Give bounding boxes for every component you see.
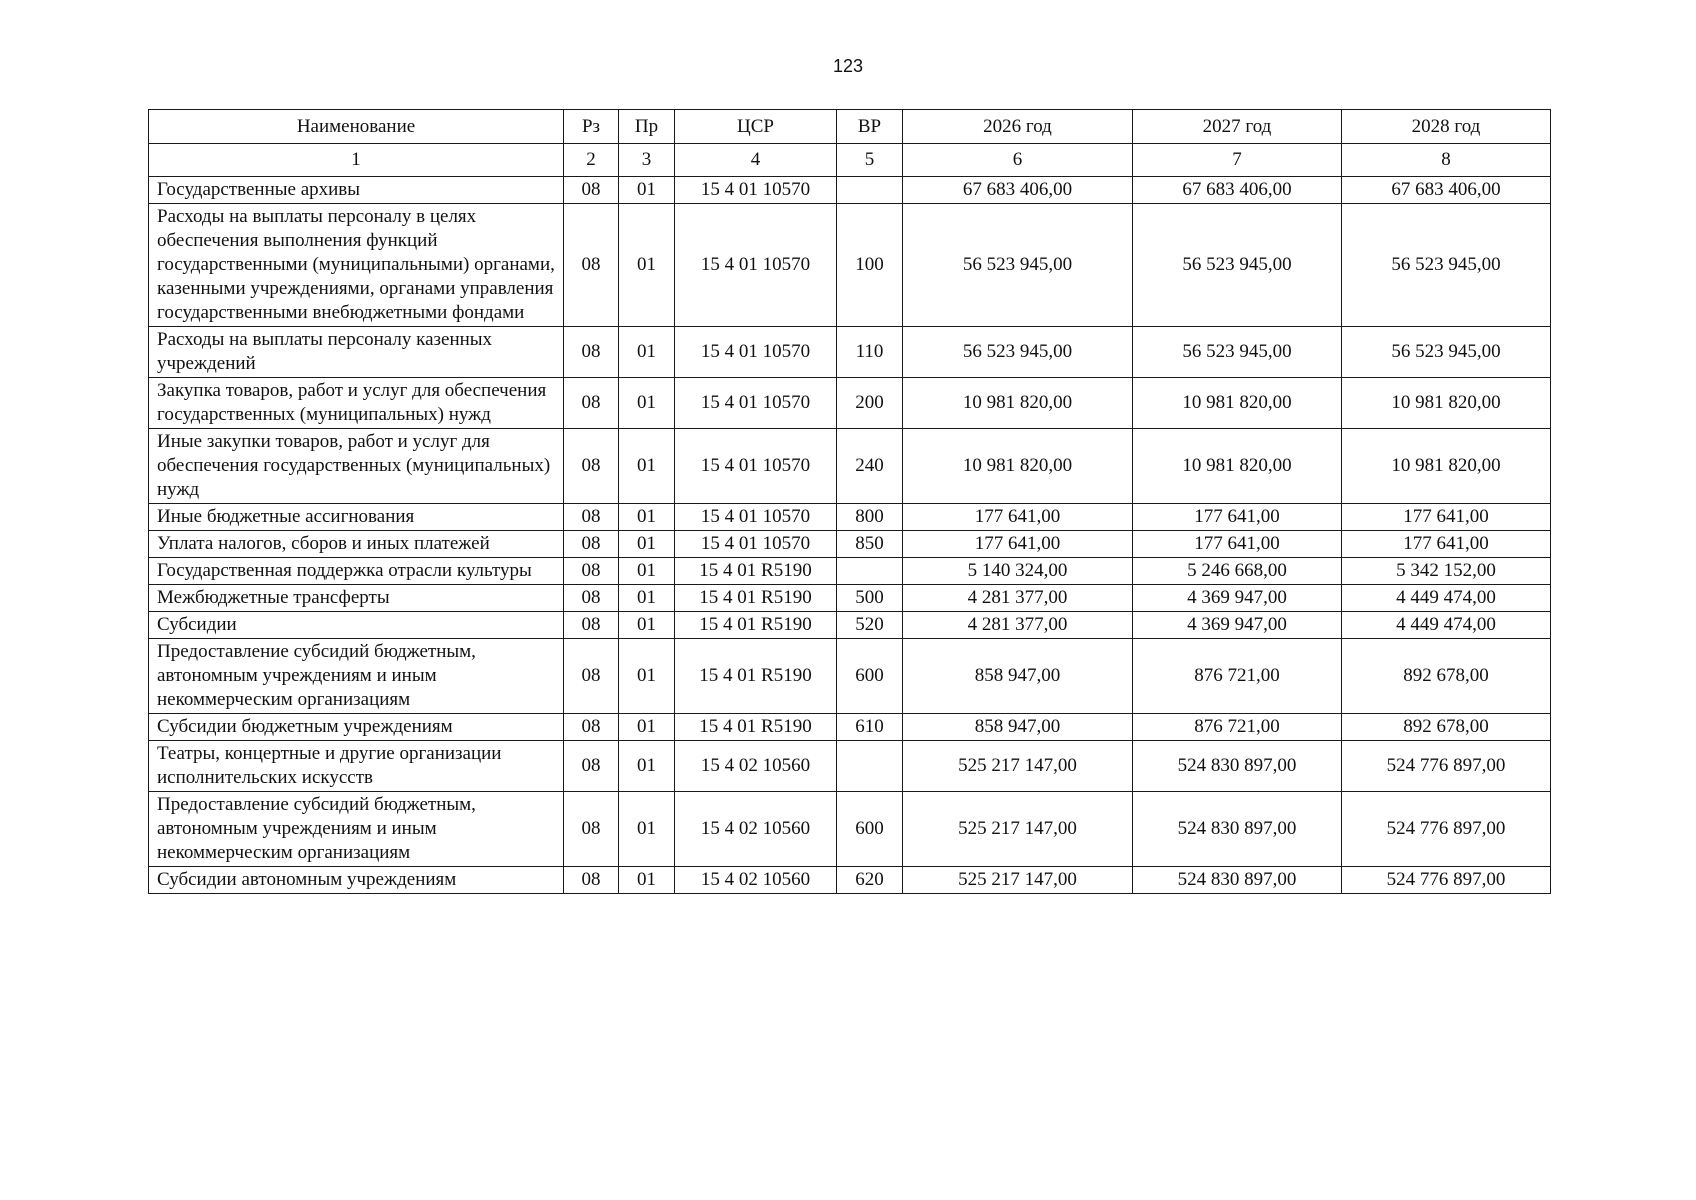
cell-2027: 876 721,00 bbox=[1133, 714, 1342, 741]
table-row bbox=[149, 378, 1551, 429]
cell-rz: 08 bbox=[564, 741, 619, 792]
cell-2026: 525 217 147,00 bbox=[903, 867, 1133, 894]
cell-rz: 08 bbox=[564, 585, 619, 612]
cell-name: Субсидии bbox=[149, 612, 564, 639]
cell-2026: 56 523 945,00 bbox=[903, 204, 1133, 327]
cell-vr: 600 bbox=[837, 792, 903, 867]
cell-2028: 524 776 897,00 bbox=[1342, 792, 1551, 867]
cell-csr: 15 4 01 R5190 bbox=[675, 639, 837, 714]
cell-2026: 4 281 377,00 bbox=[903, 612, 1133, 639]
column-number: 3 bbox=[619, 144, 675, 177]
cell-2028: 892 678,00 bbox=[1342, 639, 1551, 714]
header-rz: Рз bbox=[564, 110, 619, 144]
cell-csr: 15 4 01 R5190 bbox=[675, 585, 837, 612]
cell-2028: 177 641,00 bbox=[1342, 504, 1551, 531]
column-number: 2 bbox=[564, 144, 619, 177]
cell-2026: 858 947,00 bbox=[903, 639, 1133, 714]
table-row bbox=[149, 612, 1551, 639]
cell-vr: 110 bbox=[837, 327, 903, 378]
cell-2027: 67 683 406,00 bbox=[1133, 177, 1342, 204]
cell-rz: 08 bbox=[564, 612, 619, 639]
cell-rz: 08 bbox=[564, 531, 619, 558]
cell-2028: 892 678,00 bbox=[1342, 714, 1551, 741]
cell-2028: 524 776 897,00 bbox=[1342, 741, 1551, 792]
budget-table bbox=[148, 109, 1551, 894]
cell-rz: 08 bbox=[564, 867, 619, 894]
cell-rz: 08 bbox=[564, 639, 619, 714]
cell-rz: 08 bbox=[564, 504, 619, 531]
cell-2026: 56 523 945,00 bbox=[903, 327, 1133, 378]
cell-2026: 858 947,00 bbox=[903, 714, 1133, 741]
cell-csr: 15 4 01 R5190 bbox=[675, 714, 837, 741]
cell-name: Закупка товаров, работ и услуг для обеспечения государственных (муниципальных) нужд bbox=[149, 378, 564, 429]
cell-2027: 56 523 945,00 bbox=[1133, 327, 1342, 378]
cell-2027: 4 369 947,00 bbox=[1133, 585, 1342, 612]
cell-rz: 08 bbox=[564, 429, 619, 504]
cell-2027: 10 981 820,00 bbox=[1133, 429, 1342, 504]
cell-name: Расходы на выплаты персоналу в целях обеспечения выполнения функций государственными (муниципальными) органами, казенными учреждениями, органами управления государственными внебюджетными фондами bbox=[149, 204, 564, 327]
cell-rz: 08 bbox=[564, 327, 619, 378]
table-row bbox=[149, 504, 1551, 531]
cell-pr: 01 bbox=[619, 867, 675, 894]
cell-2028: 5 342 152,00 bbox=[1342, 558, 1551, 585]
cell-2027: 524 830 897,00 bbox=[1133, 741, 1342, 792]
cell-2027: 5 246 668,00 bbox=[1133, 558, 1342, 585]
page-number: 123 bbox=[832, 56, 864, 76]
table-row bbox=[149, 177, 1551, 204]
cell-csr: 15 4 01 R5190 bbox=[675, 558, 837, 585]
cell-csr: 15 4 02 10560 bbox=[675, 741, 837, 792]
cell-2028: 177 641,00 bbox=[1342, 531, 1551, 558]
column-number: 7 bbox=[1133, 144, 1342, 177]
table-row bbox=[149, 558, 1551, 585]
cell-2026: 525 217 147,00 bbox=[903, 792, 1133, 867]
cell-2027: 56 523 945,00 bbox=[1133, 204, 1342, 327]
cell-2026: 525 217 147,00 bbox=[903, 741, 1133, 792]
cell-csr: 15 4 01 10570 bbox=[675, 177, 837, 204]
table-row bbox=[149, 714, 1551, 741]
cell-2026: 67 683 406,00 bbox=[903, 177, 1133, 204]
cell-name: Театры, концертные и другие организации исполнительских искусств bbox=[149, 741, 564, 792]
table-row bbox=[149, 867, 1551, 894]
table-row bbox=[149, 639, 1551, 714]
table-row bbox=[149, 204, 1551, 327]
cell-rz: 08 bbox=[564, 204, 619, 327]
column-number: 8 bbox=[1342, 144, 1551, 177]
cell-2028: 56 523 945,00 bbox=[1342, 327, 1551, 378]
cell-pr: 01 bbox=[619, 558, 675, 585]
table-row bbox=[149, 327, 1551, 378]
table-row bbox=[149, 531, 1551, 558]
cell-2027: 524 830 897,00 bbox=[1133, 867, 1342, 894]
cell-rz: 08 bbox=[564, 792, 619, 867]
cell-name: Иные закупки товаров, работ и услуг для обеспечения государственных (муниципальных) нужд bbox=[149, 429, 564, 504]
column-number: 6 bbox=[903, 144, 1133, 177]
cell-vr: 520 bbox=[837, 612, 903, 639]
cell-vr bbox=[837, 558, 903, 585]
cell-2026: 177 641,00 bbox=[903, 504, 1133, 531]
cell-csr: 15 4 01 10570 bbox=[675, 378, 837, 429]
cell-rz: 08 bbox=[564, 378, 619, 429]
cell-csr: 15 4 01 10570 bbox=[675, 504, 837, 531]
cell-2028: 524 776 897,00 bbox=[1342, 867, 1551, 894]
cell-csr: 15 4 02 10560 bbox=[675, 792, 837, 867]
cell-pr: 01 bbox=[619, 612, 675, 639]
header-csr: ЦСР bbox=[675, 110, 837, 144]
column-number: 4 bbox=[675, 144, 837, 177]
cell-name: Предоставление субсидий бюджетным, автономным учреждениям и иным некоммерческим организациям bbox=[149, 639, 564, 714]
cell-2026: 10 981 820,00 bbox=[903, 429, 1133, 504]
cell-vr: 200 bbox=[837, 378, 903, 429]
cell-name: Уплата налогов, сборов и иных платежей bbox=[149, 531, 564, 558]
cell-name: Субсидии автономным учреждениям bbox=[149, 867, 564, 894]
cell-pr: 01 bbox=[619, 639, 675, 714]
header-year-2028: 2028 год bbox=[1342, 110, 1551, 144]
column-number-row bbox=[149, 144, 1551, 177]
cell-2026: 4 281 377,00 bbox=[903, 585, 1133, 612]
header-name: Наименование bbox=[149, 110, 564, 144]
cell-pr: 01 bbox=[619, 429, 675, 504]
header-row bbox=[149, 110, 1551, 144]
cell-name: Иные бюджетные ассигнования bbox=[149, 504, 564, 531]
header-pr: Пр bbox=[619, 110, 675, 144]
cell-vr: 800 bbox=[837, 504, 903, 531]
table-row bbox=[149, 792, 1551, 867]
cell-name: Предоставление субсидий бюджетным, автономным учреждениям и иным некоммерческим организациям bbox=[149, 792, 564, 867]
cell-2027: 524 830 897,00 bbox=[1133, 792, 1342, 867]
header-vr: ВР bbox=[837, 110, 903, 144]
cell-vr bbox=[837, 177, 903, 204]
cell-csr: 15 4 01 10570 bbox=[675, 204, 837, 327]
cell-csr: 15 4 01 10570 bbox=[675, 327, 837, 378]
cell-pr: 01 bbox=[619, 504, 675, 531]
cell-2028: 4 449 474,00 bbox=[1342, 585, 1551, 612]
cell-2028: 4 449 474,00 bbox=[1342, 612, 1551, 639]
cell-pr: 01 bbox=[619, 204, 675, 327]
cell-pr: 01 bbox=[619, 741, 675, 792]
cell-2026: 5 140 324,00 bbox=[903, 558, 1133, 585]
cell-2028: 10 981 820,00 bbox=[1342, 378, 1551, 429]
cell-2027: 4 369 947,00 bbox=[1133, 612, 1342, 639]
column-number: 5 bbox=[837, 144, 903, 177]
cell-2028: 10 981 820,00 bbox=[1342, 429, 1551, 504]
column-number: 1 bbox=[149, 144, 564, 177]
cell-vr: 240 bbox=[837, 429, 903, 504]
cell-2028: 67 683 406,00 bbox=[1342, 177, 1551, 204]
cell-vr: 620 bbox=[837, 867, 903, 894]
table-row bbox=[149, 741, 1551, 792]
table-row bbox=[149, 429, 1551, 504]
cell-pr: 01 bbox=[619, 792, 675, 867]
cell-name: Межбюджетные трансферты bbox=[149, 585, 564, 612]
header-year-2026: 2026 год bbox=[903, 110, 1133, 144]
cell-vr bbox=[837, 741, 903, 792]
cell-csr: 15 4 02 10560 bbox=[675, 867, 837, 894]
cell-2026: 177 641,00 bbox=[903, 531, 1133, 558]
cell-2028: 56 523 945,00 bbox=[1342, 204, 1551, 327]
cell-name: Государственные архивы bbox=[149, 177, 564, 204]
cell-pr: 01 bbox=[619, 327, 675, 378]
cell-name: Субсидии бюджетным учреждениям bbox=[149, 714, 564, 741]
cell-2027: 10 981 820,00 bbox=[1133, 378, 1342, 429]
cell-pr: 01 bbox=[619, 714, 675, 741]
cell-2027: 177 641,00 bbox=[1133, 504, 1342, 531]
cell-vr: 600 bbox=[837, 639, 903, 714]
header-year-2027: 2027 год bbox=[1133, 110, 1342, 144]
cell-vr: 500 bbox=[837, 585, 903, 612]
cell-csr: 15 4 01 10570 bbox=[675, 429, 837, 504]
cell-vr: 100 bbox=[837, 204, 903, 327]
cell-csr: 15 4 01 10570 bbox=[675, 531, 837, 558]
table-row bbox=[149, 585, 1551, 612]
cell-pr: 01 bbox=[619, 531, 675, 558]
cell-pr: 01 bbox=[619, 585, 675, 612]
cell-pr: 01 bbox=[619, 177, 675, 204]
cell-vr: 610 bbox=[837, 714, 903, 741]
cell-rz: 08 bbox=[564, 177, 619, 204]
cell-2027: 876 721,00 bbox=[1133, 639, 1342, 714]
cell-name: Государственная поддержка отрасли культуры bbox=[149, 558, 564, 585]
cell-2026: 10 981 820,00 bbox=[903, 378, 1133, 429]
cell-rz: 08 bbox=[564, 714, 619, 741]
cell-name: Расходы на выплаты персоналу казенных учреждений bbox=[149, 327, 564, 378]
cell-rz: 08 bbox=[564, 558, 619, 585]
cell-vr: 850 bbox=[837, 531, 903, 558]
cell-2027: 177 641,00 bbox=[1133, 531, 1342, 558]
cell-csr: 15 4 01 R5190 bbox=[675, 612, 837, 639]
cell-pr: 01 bbox=[619, 378, 675, 429]
